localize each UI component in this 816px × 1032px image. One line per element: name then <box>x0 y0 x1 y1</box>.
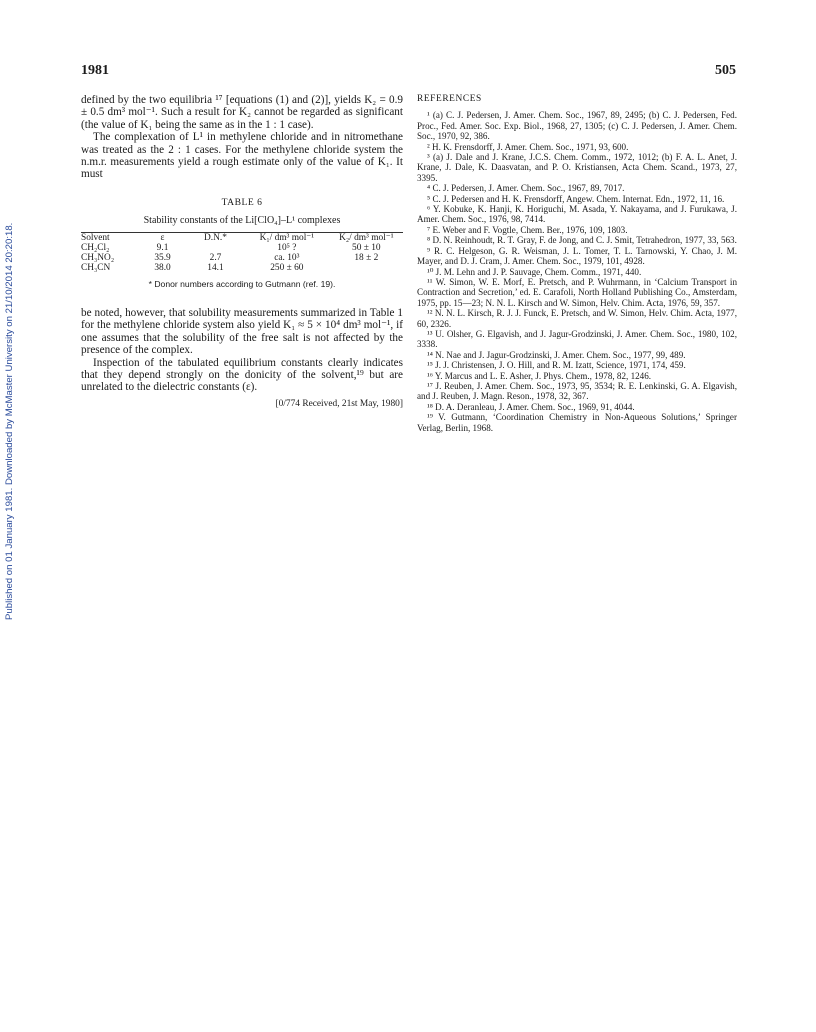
table-cell: CH₃NO₂ <box>81 253 115 264</box>
table-cell <box>187 243 244 253</box>
left-column <box>81 94 403 410</box>
reference-item: ⁵ C. J. Pedersen and H. K. Frensdorff, Angew. Chem. Internat. Edn., 1972, 11, 16. <box>427 193 725 204</box>
reference-item: ⁹ R. C. Helgeson, G. R. Weisman, J. L. Tomer, T. L. Tarnowski, Y. Chao, J. M. Mayer, and D. J. Cram, J. Amer. Chem. Soc., 1979, 101, 4928. <box>417 245 737 267</box>
table-row <box>81 253 403 263</box>
table-cell: 14.1 <box>207 263 224 274</box>
table-cell <box>330 263 403 273</box>
reference-item: ⁷ E. Weber and F. Vogtle, Chem. Ber., 1976, 109, 1803. <box>427 224 628 235</box>
table-cell: 35.9 <box>154 253 171 264</box>
table-cell: 18 ± 2 <box>354 253 379 264</box>
table-cell: 2.7 <box>209 253 222 264</box>
header-k2: K₂/ dm³ mol⁻¹ <box>339 232 394 243</box>
download-sidebar-note[interactable]: Published on 01 January 1981. Downloaded by McMaster University on 21/10/2014 20:20:18. <box>4 222 15 620</box>
reference-item: ¹³ U. Olsher, G. Elgavish, and J. Jagur-Grodzinski, J. Amer. Chem. Soc., 1980, 102, 3338. <box>417 328 737 350</box>
header-k1: K₁/ dm³ mol⁻¹ <box>259 232 315 243</box>
paragraph-2: The complexation of L¹ in methylene chloride and in nitromethane was treated as the 2 : 1 cases. For the methylene chloride system the n.m.r. measurements yield a rough estimate only of the value of K₁. It must <box>81 131 403 181</box>
references-heading: REFERENCES <box>417 94 482 104</box>
reference-item: ¹⁸ D. A. Deranleau, J. Amer. Chem. Soc., 1969, 91, 4044. <box>427 401 635 412</box>
table-cell: 38.0 <box>154 263 171 274</box>
received-note: [0/774 Received, 21st May, 1980] <box>275 398 403 409</box>
table-caption: TABLE 6 <box>221 196 263 208</box>
references-column <box>417 94 737 433</box>
paragraph-4: Inspection of the tabulated equilibrium constants clearly indicates that they depend strongly on the donicity of the solvent,¹⁹ but are unrelated to the dielectric constants (ε). <box>81 356 403 394</box>
stability-table <box>81 232 403 274</box>
paragraph-1: defined by the two equilibria ¹⁷ [equations (1) and (2)], yields K₂ = 0.9 ± 0.5 dm³ mol⁻¹. Such a result for K₂ cannot be regarded as significant (the value of K₁ being the same as in the 1 : 1 case). <box>81 94 403 131</box>
table-cell: CH₂Cl₂ <box>81 242 110 253</box>
table-cell: ca. 10³ <box>274 253 300 264</box>
reference-item: ¹ (a) C. J. Pedersen, J. Amer. Chem. Soc., 1967, 89, 2495; (b) C. J. Pedersen, Fed. Proc., Fed. Amer. Soc. Exp. Biol., 1968, 27, 1305; (c) C. J. Pedersen, J. Amer. Chem. Soc., 1970, 92, 386. <box>417 110 737 142</box>
table-header-row <box>81 232 403 243</box>
header-donor-number: D.N.* <box>204 232 227 243</box>
table-cell: 10⁵ ? <box>277 242 297 253</box>
page-number: 505 <box>715 63 736 78</box>
table-6 <box>81 197 403 291</box>
table-cell: 250 ± 60 <box>270 263 304 274</box>
table-footnote: * Donor numbers according to Gutmann (ref. 19). <box>148 279 336 290</box>
table-cell: CH₃CN <box>81 263 111 274</box>
header-epsilon: ε <box>160 232 165 243</box>
reference-item: ⁴ C. J. Pedersen, J. Amer. Chem. Soc., 1967, 89, 7017. <box>427 183 625 194</box>
table-title: Stability constants of the Li[ClO₄]–L¹ complexes <box>143 215 341 227</box>
reference-item: ¹² N. N. L. Kirsch, R. J. J. Funck, E. Pretsch, and W. Simon, Helv. Chim. Acta, 1977, 60, 2326. <box>417 308 737 329</box>
reference-item: ³ (a) J. Dale and J. Krane, J.C.S. Chem. Comm., 1972, 1012; (b) F. A. L. Anet, J. Krane, J. Dale, K. Daasvatan, and P. O. Kristiansen, Acta Chem. Scand., 1973, 27, 3395. <box>417 152 737 183</box>
reference-item: ¹⁶ Y. Marcus and L. E. Asher, J. Phys. Chem., 1978, 82, 1246. <box>427 370 652 381</box>
reference-item: ⁶ Y. Kobuke, K. Hanji, K. Horiguchi, M. Asada, Y. Nakayama, and J. Furukawa, J. Amer. Chem. Soc., 1976, 98, 7414. <box>417 204 737 225</box>
reference-item: ¹⁰ J. M. Lehn and J. P. Sauvage, Chem. Comm., 1971, 440. <box>427 266 642 277</box>
table-cell: 9.1 <box>156 242 169 253</box>
table-row <box>81 243 403 253</box>
paragraph-3: be noted, however, that solubility measurements summarized in Table 1 for the methylene chloride system also yield K₁ ≈ 5 × 10⁴ dm³ mol⁻¹, if one assumes that the solubility of the free salt is not affected by the presence of the complex. <box>81 306 403 357</box>
header-solvent: Solvent <box>81 232 110 243</box>
reference-item: ¹⁷ J. Reuben, J. Amer. Chem. Soc., 1973, 95, 3534; R. E. Lenkinski, G. A. Elgavish, and J. Reuben, J. Magn. Reson., 1978, 32, 367. <box>417 380 737 402</box>
running-year: 1981 <box>81 63 109 78</box>
table-row <box>81 263 403 273</box>
reference-item: ¹¹ W. Simon, W. E. Morf, E. Pretsch, and P. Wuhrmann, in ‘Calcium Transport in Contraction and Secretion,’ ed. E. Carafoli, North Holland Publishing Co., Amsterdam, 1975, pp. 15—23; N. N. L. Kirsch and W. Simon, Helv. Chim. Acta, 1976, 59, 357. <box>417 276 737 308</box>
reference-item: ⁸ D. N. Reinhoudt, R. T. Gray, F. de Jong, and C. J. Smit, Tetrahedron, 1977, 33, 563. <box>427 235 737 246</box>
reference-item: ² H. K. Frensdorff, J. Amer. Chem. Soc., 1971, 93, 600. <box>427 141 629 152</box>
reference-item: ¹⁵ J. J. Christensen, J. O. Hill, and R. M. Izatt, Science, 1971, 174, 459. <box>427 360 686 371</box>
table-cell: 50 ± 10 <box>352 242 381 253</box>
reference-item: ¹⁴ N. Nae and J. Jagur-Grodzinski, J. Amer. Chem. Soc., 1977, 99, 489. <box>427 349 686 360</box>
reference-item: ¹⁹ V. Gutmann, ‘Coordination Chemistry in Non-Aqueous Solutions,’ Springer Verlag, Berlin, 1968. <box>417 412 737 433</box>
